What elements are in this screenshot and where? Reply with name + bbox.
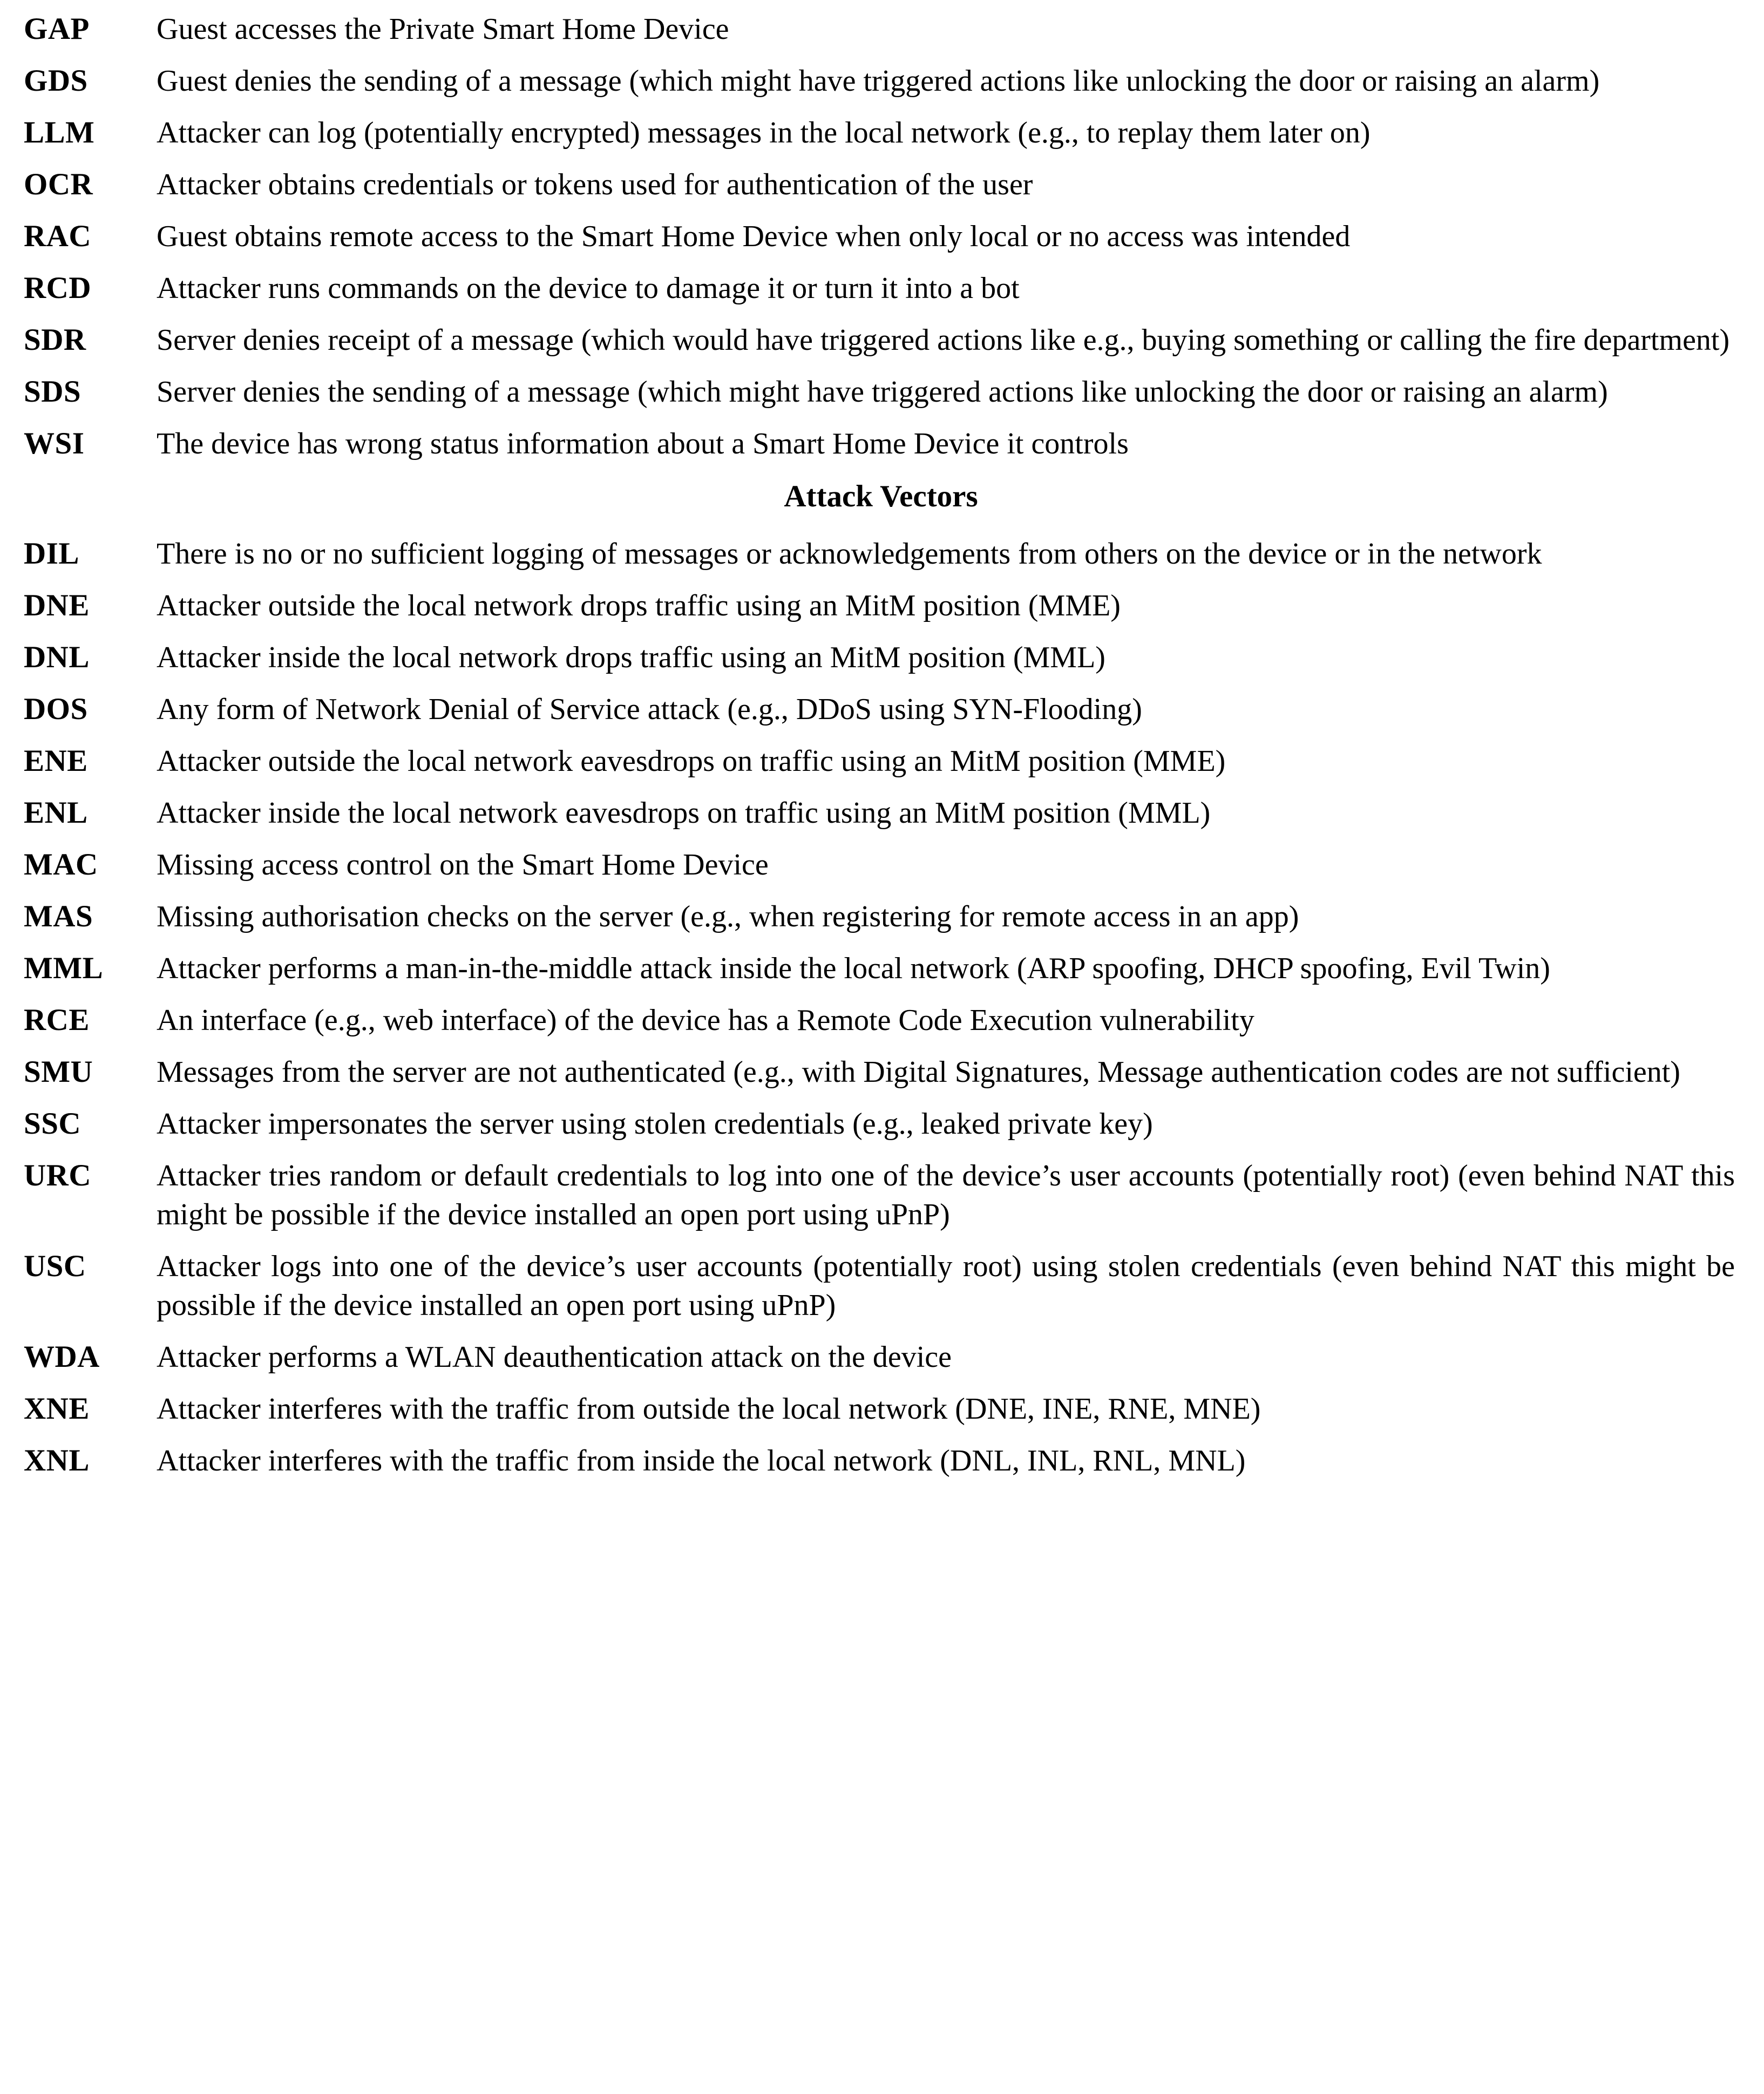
glossary-entry — [24, 1338, 1738, 1377]
glossary-definition: Attacker interferes with the traffic from inside the local network (DNL, INL, RNL, MNL) — [157, 1444, 1246, 1478]
glossary-definition: Attacker tries random or default credentials to log into one of the device’s user accounts (potentially root) (even behind NAT this might be possible if the device installed an open port using uPnP) — [157, 1159, 1735, 1231]
glossary-term: DOS — [24, 692, 88, 726]
glossary-definition: Guest accesses the Private Smart Home Device — [157, 12, 729, 46]
glossary-term: GDS — [24, 64, 88, 98]
glossary-definition: Attacker can log (potentially encrypted) messages in the local network (e.g., to replay them later on) — [157, 116, 1371, 150]
glossary-definition: Missing authorisation checks on the server (e.g., when registering for remote access in an app) — [157, 900, 1299, 933]
glossary-definition: Server denies the sending of a message (which might have triggered actions like unlocking the door or raising an alarm) — [157, 375, 1608, 409]
glossary-term: URC — [24, 1158, 91, 1192]
glossary-entry — [24, 794, 1738, 832]
glossary-term: GAP — [24, 12, 90, 46]
glossary-term: DIL — [24, 537, 79, 571]
glossary-definition: Attacker interferes with the traffic from outside the local network (DNE, INE, RNE, MNE) — [157, 1392, 1261, 1426]
glossary-term: MAS — [24, 899, 93, 933]
glossary-term: XNE — [24, 1392, 90, 1426]
glossary-entry — [24, 372, 1738, 411]
glossary-entry — [24, 845, 1738, 884]
glossary-entry — [24, 949, 1738, 988]
glossary-definition: An interface (e.g., web interface) of the device has a Remote Code Execution vulnerability — [157, 1004, 1254, 1037]
glossary-entry — [24, 1156, 1738, 1234]
glossary-definition: Guest denies the sending of a message (which might have triggered actions like unlocking the door or raising an alarm) — [157, 64, 1600, 98]
glossary-term: LLM — [24, 116, 95, 150]
glossary-term: OCR — [24, 167, 93, 201]
glossary-section-security-goals — [24, 10, 1738, 463]
glossary-term: USC — [24, 1249, 86, 1283]
glossary-definition: Attacker impersonates the server using stolen credentials (e.g., leaked private key) — [157, 1107, 1153, 1141]
glossary-entry — [24, 534, 1738, 573]
glossary-definition: Attacker logs into one of the device’s user accounts (potentially root) using stolen credentials (even behind NAT this might be possible if the device installed an open port using uPnP) — [157, 1250, 1735, 1322]
glossary-definition: Guest obtains remote access to the Smart Home Device when only local or no access was intended — [157, 220, 1351, 253]
glossary-entry — [24, 1390, 1738, 1428]
glossary-entry — [24, 897, 1738, 936]
glossary-definition: There is no or no sufficient logging of messages or acknowledgements from others on the device or in the network — [157, 537, 1542, 571]
glossary-entry — [24, 586, 1738, 625]
glossary-entry — [24, 113, 1738, 152]
glossary-entry — [24, 1441, 1738, 1480]
glossary-entry — [24, 690, 1738, 729]
glossary-term: WDA — [24, 1340, 100, 1374]
glossary-term: MML — [24, 951, 104, 985]
glossary-term: ENE — [24, 744, 88, 778]
glossary-definition: Attacker obtains credentials or tokens used for authentication of the user — [157, 168, 1033, 201]
glossary-definition: Any form of Network Denial of Service attack (e.g., DDoS using SYN-Flooding) — [157, 693, 1142, 726]
section-heading-attack-vectors: Attack Vectors — [784, 479, 978, 513]
glossary-definition: Server denies receipt of a message (which would have triggered actions like e.g., buying something or calling the fire department) — [157, 323, 1730, 357]
glossary-entry — [24, 424, 1738, 463]
glossary-definition: Attacker inside the local network eavesdrops on traffic using an MitM position (MML) — [157, 796, 1211, 830]
glossary-term: DNE — [24, 588, 90, 622]
glossary-entry — [24, 269, 1738, 308]
glossary-section-attack-vectors — [24, 534, 1738, 1480]
glossary-definition: Attacker outside the local network drops traffic using an MitM position (MME) — [157, 589, 1121, 622]
glossary-definition: Attacker inside the local network drops traffic using an MitM position (MML) — [157, 641, 1105, 674]
glossary-entry — [24, 1001, 1738, 1040]
glossary-term: SDS — [24, 375, 82, 409]
glossary-term: MAC — [24, 848, 98, 882]
glossary-term: RAC — [24, 219, 91, 253]
glossary-entry — [24, 1053, 1738, 1092]
glossary-entry — [24, 638, 1738, 677]
glossary-term: RCD — [24, 271, 91, 305]
glossary-definition: The device has wrong status information about a Smart Home Device it controls — [157, 427, 1129, 460]
glossary-definition: Attacker performs a WLAN deauthentication attack on the device — [157, 1340, 952, 1374]
glossary-definition: Messages from the server are not authenticated (e.g., with Digital Signatures, Message authentication codes are not sufficient) — [157, 1055, 1680, 1089]
glossary-entry — [24, 217, 1738, 256]
glossary-term: SDR — [24, 323, 86, 357]
glossary-entry — [24, 62, 1738, 100]
glossary-term: SMU — [24, 1055, 93, 1089]
glossary-term: SSC — [24, 1107, 82, 1141]
glossary-entry — [24, 1104, 1738, 1143]
glossary-list — [24, 10, 1738, 1480]
glossary-term: DNL — [24, 640, 90, 674]
glossary-entry — [24, 742, 1738, 781]
glossary-entry — [24, 321, 1738, 360]
glossary-definition: Missing access control on the Smart Home Device — [157, 848, 769, 882]
glossary-definition: Attacker performs a man-in-the-middle attack inside the local network (ARP spoofing, DHCP spoofing, Evil Twin) — [157, 952, 1550, 985]
glossary-entry — [24, 165, 1738, 204]
glossary-term: XNL — [24, 1444, 90, 1478]
glossary-entry — [24, 1247, 1738, 1325]
glossary-term: ENL — [24, 796, 88, 830]
glossary-definition: Attacker runs commands on the device to damage it or turn it into a bot — [157, 272, 1020, 305]
glossary-term: WSI — [24, 426, 85, 460]
glossary-term: RCE — [24, 1003, 90, 1037]
glossary-entry — [24, 10, 1738, 49]
glossary-definition: Attacker outside the local network eavesdrops on traffic using an MitM position (MME) — [157, 744, 1226, 778]
